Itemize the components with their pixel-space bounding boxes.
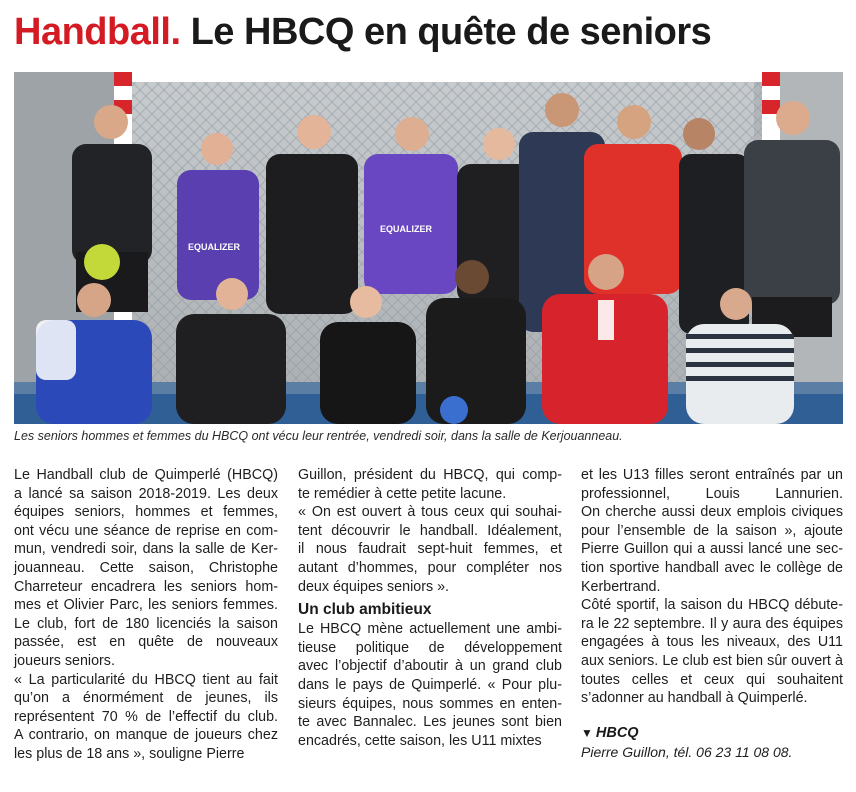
article-line: « La particularité du HBCQ tient au fait [14, 671, 278, 688]
article-line: professionnel, Louis Lannurien. [581, 485, 843, 502]
article-line: pour l’ensemble de la saison », ajoute [581, 522, 843, 539]
article-line: deux équipes seniors ». [298, 578, 450, 595]
article-line: passée, est en quête de nouveaux [14, 634, 278, 651]
article-line: toutes celles et ceux qui souhaitent [581, 671, 843, 688]
contact-line: Pierre Guillon, tél. 06 23 11 08 08. [581, 743, 793, 760]
article-column-1 [14, 466, 278, 764]
article-column-2 [298, 466, 562, 750]
article-line: s’adonner au handball à Quimperlé. [581, 690, 808, 707]
jersey-text-left: EQUALIZER [188, 242, 241, 252]
article-column-2-text-a [298, 466, 562, 596]
article-line: te remédier à cette petite lacune. [298, 485, 507, 502]
article-line: tion sportive handball avec le collège de [581, 559, 843, 576]
article-line: Le Handball club de Quimperlé (HBCQ) [14, 467, 278, 483]
article-line: les plus de 18 ans », souligne Pierre [14, 745, 245, 762]
contact-name: HBCQ [595, 724, 639, 741]
article-line: « On est ouvert à tous ceux qui souhai- [298, 504, 562, 521]
article-line: Kerbertrand. [581, 578, 661, 595]
article-line: ra le 22 septembre. Il y aura des équipes [581, 615, 843, 632]
contact-heading [581, 724, 843, 743]
team-photo [14, 72, 843, 424]
photo-caption: Les seniors hommes et femmes du HBCQ ont vécu leur rentrée, vendredi soir, dans la salle de Kerjouanneau. [14, 429, 623, 443]
article-line: Guillon, président du HBCQ, qui comp- [298, 467, 562, 483]
article-line: engagées à tous les niveaux, des U11 [581, 634, 843, 651]
article-line: mun, vendredi soir, dans la salle de Ker- [14, 541, 278, 558]
article-line: et les U13 filles seront entraînés par un [581, 467, 843, 483]
jersey-text-right: EQUALIZER [380, 224, 433, 234]
article-line: Charreteur encadrera les seniors hom- [14, 578, 278, 595]
article-line: il nous faudrait sept-huit femmes, et [298, 541, 562, 558]
article-line: ont vécu une séance de reprise en com- [14, 522, 278, 539]
article-line: autant d’hommes, pour compléter nos [298, 559, 562, 576]
article-line: te avec Bannalec. Les jeunes sont bien [298, 714, 562, 731]
article-line: On cherche aussi deux emplois civiques [581, 504, 843, 521]
article-column-3-text [581, 466, 843, 708]
article-line: avec l’objectif d’aboutir à un grand club [298, 658, 562, 675]
article-line: jouanneau. Cette saison, Christophe [14, 559, 278, 576]
article-line: équipes seniors, hommes et femmes, [14, 504, 278, 521]
article-column-3 [581, 466, 843, 762]
article-line: représentent 70 % de l’effectif du club. [14, 708, 278, 725]
article-line: encadrés, cette saison, les U11 mixtes [298, 732, 542, 749]
triangle-down-icon: ▼ [581, 725, 593, 740]
section-subheading: Un club ambitieux [298, 601, 432, 619]
article-line: sieurs équipes, nous sommes en enten- [298, 695, 562, 712]
article-line: qu’on a énormément de jeunes, ils [14, 690, 278, 707]
article-line: Côté sportif, la saison du HBCQ débute- [581, 597, 843, 614]
article-line: Le club, fort de 180 licenciés la saison [14, 615, 278, 632]
article-line: aux seniors. Le club est bien sûr ouvert à [581, 652, 843, 669]
article-column-2-text-b [298, 620, 562, 750]
headline-title: Le HBCQ en quête de seniors [190, 11, 712, 53]
article-line: Le HBCQ mène actuellement une ambi- [298, 621, 562, 638]
article-line: a lancé sa saison 2018-2019. Les deux [14, 485, 278, 502]
article-line: Pierre Guillon qui a aussi lancé une sec- [581, 541, 843, 558]
article-line: tieuse politique de développement [298, 639, 562, 656]
article-line: mes et Olivier Parc, les seniors femmes. [14, 597, 278, 614]
article-line: joueurs seniors. [14, 652, 115, 669]
article-line: tent découvrir le handball. Idéalement, [298, 522, 562, 539]
team-photo-illustration [14, 72, 843, 424]
article-line: dans le pays de Quimperlé. « Pour plu- [298, 676, 562, 693]
headline-kicker: Handball. [14, 11, 181, 53]
article-line: A contrario, on manque de joueurs chez [14, 727, 278, 744]
headline [14, 8, 711, 56]
